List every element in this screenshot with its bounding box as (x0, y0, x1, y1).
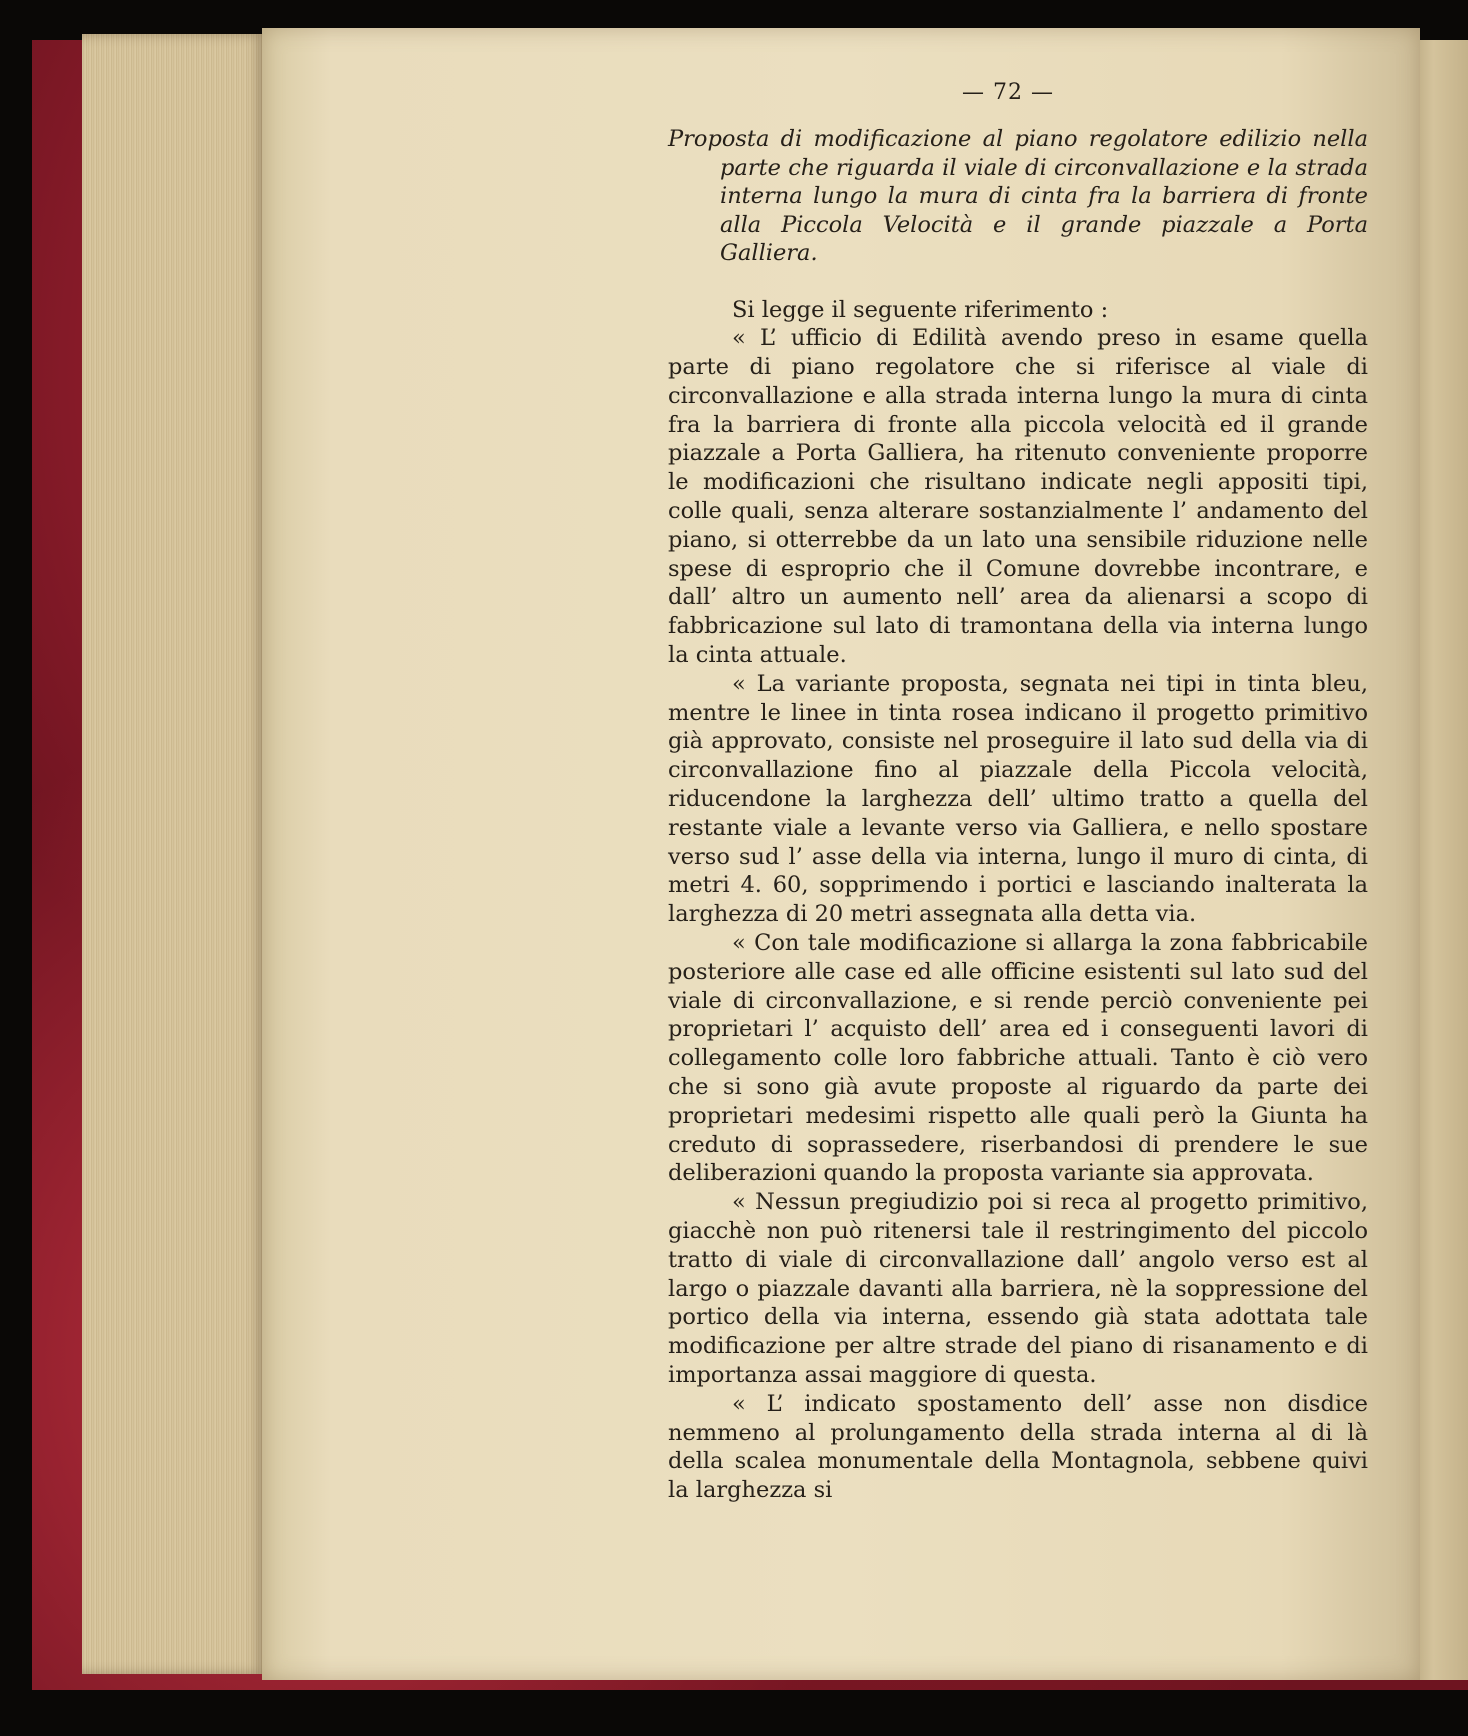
paragraph: « Con tale modificazione si allarga la zona fabbricabile posteriore alle case ed alle officine esistenti sul lato sud del viale di circonvallazione, e si rende perciò conveniente pei proprietari l’ acquisto dell’ area ed i conseguenti lavori di collegamento colle loro fabbriche attuali. Tanto è ciò vero che si sono già avute proposte al riguardo da parte dei proprietari medesimi rispetto alle quali però la Giunta ha creduto di soprassedere, riserbandosi di prendere le sue deliberazioni quando la proposta variante sia approvata. (668, 930, 1368, 1187)
paragraph: « Nessun pregiudizio poi si reca al progetto primitivo, giacchè non può ritenersi tale il restringimento del piccolo tratto di viale di circonvallazione dall’ angolo verso est al largo o piazzale davanti alla barriera, nè la soppressione del portico della via interna, essendo già stata adottata tale modificazione per altre strade del piano di risanamento e di importanza assai maggiore di questa. (668, 1189, 1368, 1388)
paragraph: « La variante proposta, segnata nei tipi in tinta bleu, mentre le linee in tinta rosea indicano il progetto primitivo già approvato, consiste nel proseguire il lato sud della via di circonvallazione fino al piazzale della Piccola velocità, riducendone la larghezza dell’ ultimo tratto a quella del restante viale a levante verso via Galliera, e nello spostare verso sud l’ asse della via interna, lungo il muro di cinta, di metri 4. 60, sopprimendo i portici e lasciando inalterata la larghezza di 20 metri assegnata alla detta via. (668, 670, 1368, 928)
intro-line: Si legge il seguente riferimento : (732, 296, 1109, 323)
paragraph: « L’ indicato spostamento dell’ asse non disdice nemmeno al prolungamento della strada interna al di là della scalea monumentale della Montagnola, sebbene quivi la larghezza si (668, 1390, 1368, 1504)
page-number: — 72 — (962, 80, 1054, 105)
page-edges (82, 34, 268, 1674)
body-text (668, 296, 1368, 1505)
section-heading: Proposta di modificazione al piano regolatore edilizio nella parte che riguarda il viale di circonvallazione e la strada interna lungo la mura di cinta fra la barriera di fronte alla Piccola Velocità e il grande piazzale a Porta Galliera. (668, 126, 1368, 266)
page-content (668, 80, 1368, 1505)
paragraph: « L’ ufficio di Edilità avendo preso in esame quella parte di piano regolatore che si riferisce al viale di circonvallazione e alla strada interna lungo la mura di cinta fra la barriera di fronte alla piccola velocità ed il grande piazzale a Porta Galliera, ha ritenuto conveniente proporre le modificazioni che risultano indicate negli appositi tipi, colle quali, senza alterare sostanzialmente l’ andamento del piano, si otterrebbe da un lato una sensibile riduzione nelle spese di esproprio che il Comune dovrebbe incontrare, e dall’ altro un aumento nell’ area da alienarsi a scopo di fabbricazione sul lato di tramontana della via interna lungo la cinta attuale. (668, 325, 1368, 669)
